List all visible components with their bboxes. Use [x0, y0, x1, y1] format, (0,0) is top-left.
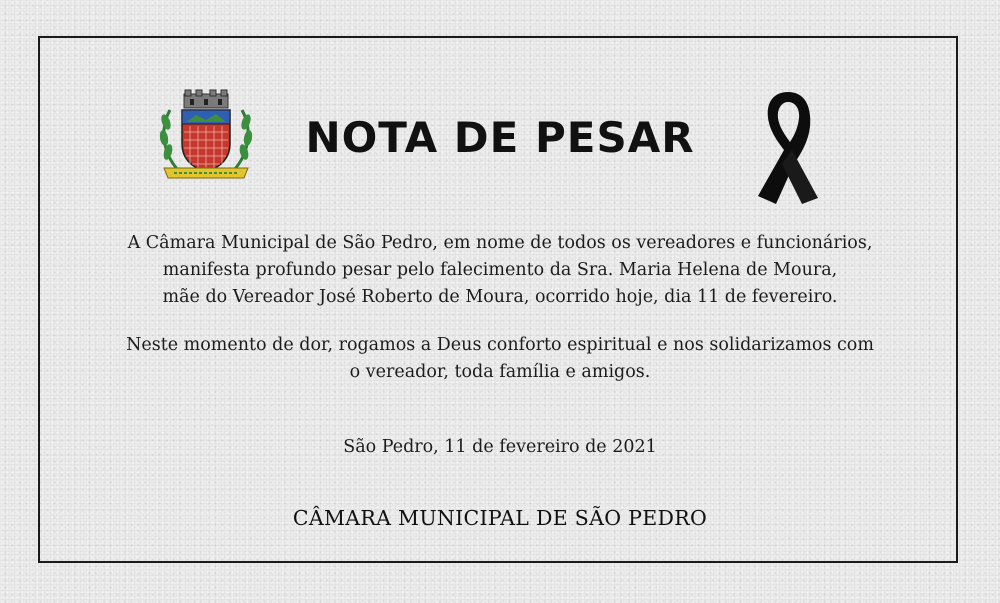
black-mourning-ribbon-icon [748, 88, 828, 206]
signature: CÂMARA MUNICIPAL DE SÃO PEDRO [292, 506, 708, 530]
solidarity-paragraph [0, 332, 1000, 386]
paragraph-line: A Câmara Municipal de São Pedro, em nome de todos os vereadores e funcionários, [127, 233, 873, 253]
paragraph-line: mãe do Vereador José Roberto de Moura, ocorrido hoje, dia 11 de fevereiro. [162, 287, 838, 307]
paragraph-line: manifesta profundo pesar pelo falecimento da Sra. Maria Helena de Moura, [162, 260, 838, 280]
place-date-text: São Pedro, 11 de fevereiro de 2021 [343, 437, 657, 457]
place-date [0, 434, 1000, 461]
paragraph-line: o vereador, toda família e amigos. [349, 362, 651, 382]
condolence-paragraph [0, 230, 1000, 311]
paragraph-line: Neste momento de dor, rogamos a Deus conforto espiritual e nos solidarizamos com [126, 335, 874, 355]
notice-title: NOTA DE PESAR [305, 113, 695, 162]
